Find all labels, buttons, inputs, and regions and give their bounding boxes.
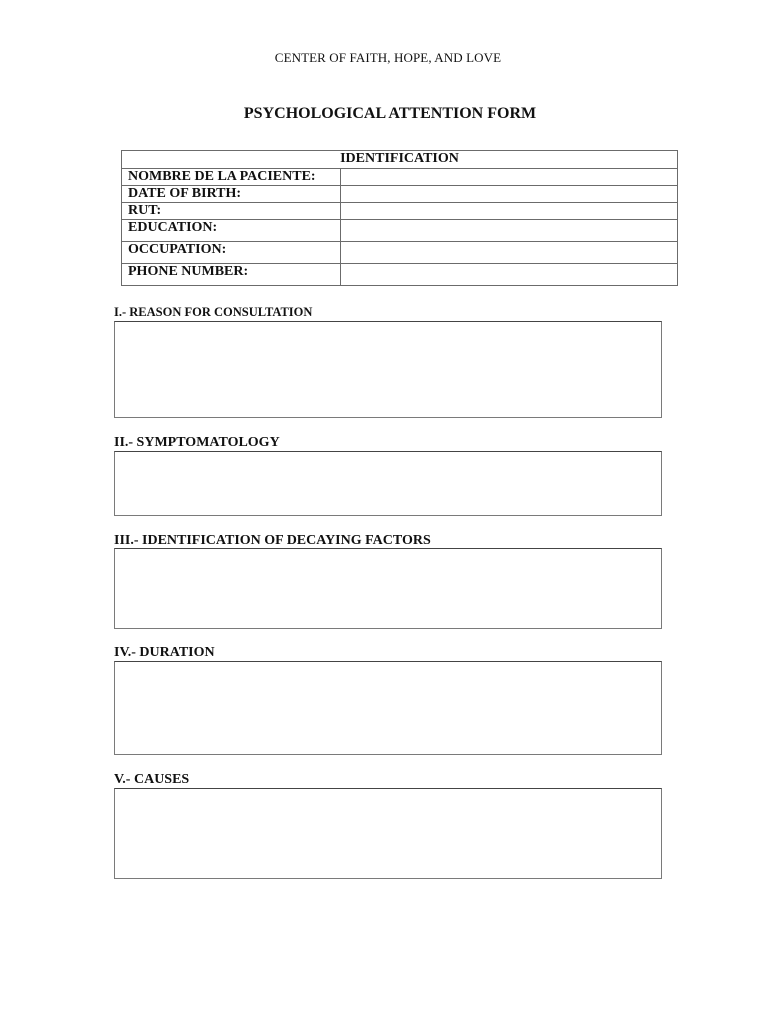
phone-number-field[interactable] (341, 264, 678, 286)
page-title: PSYCHOLOGICAL ATTENTION FORM (243, 105, 537, 122)
decaying-factors-title: III.- IDENTIFICATION OF DECAYING FACTORS (114, 533, 431, 548)
duration-title: IV.- DURATION (114, 645, 215, 660)
symptomatology-box[interactable] (114, 451, 662, 516)
identification-table (121, 150, 678, 286)
table-row (122, 264, 678, 286)
patient-name-field[interactable] (341, 169, 678, 186)
table-row (122, 169, 678, 186)
rut-label: RUT: (122, 203, 341, 220)
education-label: EDUCATION: (122, 220, 341, 242)
table-row (122, 220, 678, 242)
causes-box[interactable] (114, 788, 662, 879)
occupation-field[interactable] (341, 242, 678, 264)
symptomatology-title: II.- SYMPTOMATOLOGY (114, 435, 280, 450)
table-row (122, 203, 678, 220)
reason-for-consultation-title: I.- REASON FOR CONSULTATION (114, 305, 313, 319)
decaying-factors-box[interactable] (114, 548, 662, 629)
causes-title: V.- CAUSES (114, 772, 190, 787)
date-of-birth-field[interactable] (341, 186, 678, 203)
rut-field[interactable] (341, 203, 678, 220)
table-row (122, 242, 678, 264)
duration-box[interactable] (114, 661, 662, 755)
table-row (122, 186, 678, 203)
patient-name-label: NOMBRE DE LA PACIENTE: (122, 169, 341, 186)
identification-heading: IDENTIFICATION (122, 151, 678, 169)
date-of-birth-label: DATE OF BIRTH: (122, 186, 341, 203)
occupation-label: OCCUPATION: (122, 242, 341, 264)
phone-number-label: PHONE NUMBER: (122, 264, 341, 286)
reason-for-consultation-box[interactable] (114, 321, 662, 418)
education-field[interactable] (341, 220, 678, 242)
organization-name: CENTER OF FAITH, HOPE, AND LOVE (274, 50, 502, 65)
